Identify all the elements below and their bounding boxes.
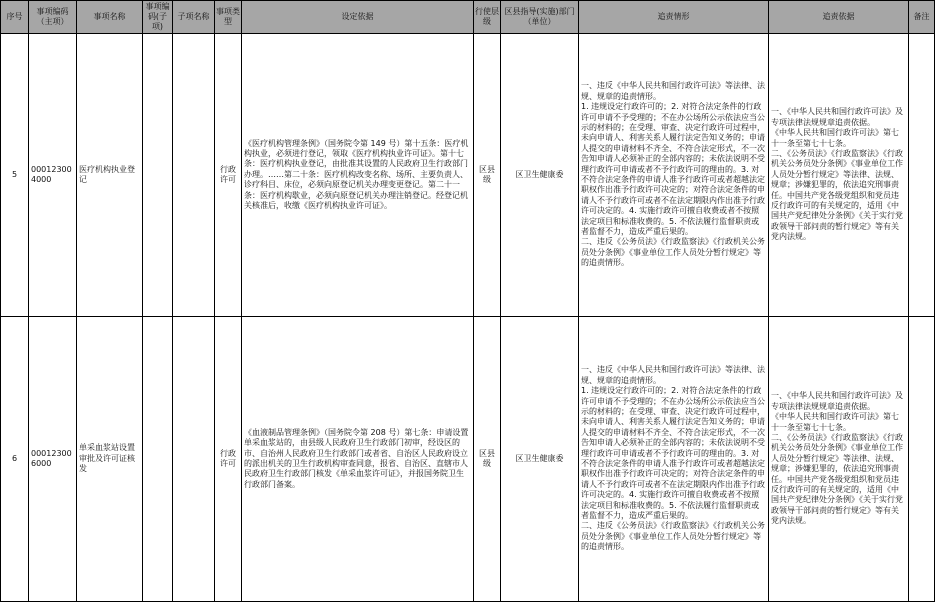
cell-accountability xyxy=(579,34,769,317)
header-basis: 设定依据 xyxy=(242,1,474,34)
header-dept: 区县指导(实施)部门（单位） xyxy=(501,1,579,34)
cell-type: 行政许可 xyxy=(215,317,242,602)
accountability-line: 一、违反《中华人民共和国行政许可法》等法律、法规、规章的追责情形。 xyxy=(581,365,765,385)
cell-type: 行政许可 xyxy=(215,34,242,317)
header-seq: 序号 xyxy=(1,1,29,34)
cell-acc-basis xyxy=(769,317,909,602)
cell-dept: 区卫生健康委 xyxy=(501,317,579,602)
acc-basis-line: 一、《中华人民共和国行政许可法》及专项法律法规规章追责依据。 xyxy=(771,107,903,127)
table-row xyxy=(1,317,935,602)
acc-basis-line: 二、《公务员法》《行政监察法》《行政机关公务员处分条例》《事业单位工作人员处分暂行规定》等法律、法规、规章；涉嫌犯罪的，依法追究刑事责任。中国共产党各级党组织和党员违反行政许可的有关规定的，适用《中国共产党纪律处分条例》《关于实行党政领导干部问责的暂行规定》等有关党内法规。 xyxy=(771,432,903,526)
cell-name: 医疗机构执业登记 xyxy=(77,34,143,317)
cell-acc-basis xyxy=(769,34,909,317)
cell-remark xyxy=(909,34,935,317)
header-main-code: 事项编码（主项） xyxy=(29,1,77,34)
acc-basis-line: 《中华人民共和国行政许可法》第七十一条至第七十七条。 xyxy=(771,412,899,432)
header-acc-basis: 追责依据 xyxy=(769,1,909,34)
cell-name: 单采血浆站设置审批及许可证核发 xyxy=(77,317,143,602)
header-name: 事项名称 xyxy=(77,1,143,34)
cell-main-code: 000123006000 xyxy=(29,317,77,602)
acc-basis-line: 《中华人民共和国行政许可法》第七十一条至第七十七条。 xyxy=(771,128,899,148)
accountability-line: 1. 违规设定行政许可的；2. 对符合法定条件的行政许可申请不予受理的；不在办公场所公示依法应当公示的材料的；在受理、审查、决定行政许可过程中，未向申请人、利害关系人履行法定告知义务的；申请人提交的申请材料不齐全、不符合法定形式，不一次告知申请人必须补正的全部内容的；未依法说明不受理行政许可申请或者不予行政许可的理由的。3. 对不符合法定条件的申请人准予行政许可或者超越法定职权作出准予行政许可决定的；对符合法定条件的申请人不予行政许可或者不在法定期限内作出准予行政许可决定的。4. 实施行政许可擅自收费或者不按照法定项目和标准收费的。5. 不依法履行监督职责或者监督不力，造成严重后果的。 xyxy=(581,386,765,521)
accountability-line: 一、违反《中华人民共和国行政许可法》等法律、法规、规章的追责情形。 xyxy=(581,81,765,101)
cell-main-code: 000123004000 xyxy=(29,34,77,317)
header-row xyxy=(1,1,935,34)
cell-remark xyxy=(909,317,935,602)
cell-basis: 《血液制品管理条例》（国务院令第 208 号）第七条：申请设置单采血浆站的，由县级人民政府卫生行政部门初审，经设区的市、自治州人民政府卫生行政部门或者省、自治区人民政府设立的派出机关的卫生行政机构审查同意，报省、自治区、直辖市人民政府卫生行政部门核发《单采血浆许可证》，并报国务院卫生行政部门备案。 xyxy=(242,317,474,602)
cell-accountability xyxy=(579,317,769,602)
cell-sub-name xyxy=(173,34,215,317)
cell-sub-code xyxy=(143,317,173,602)
header-sub-name: 子项名称 xyxy=(173,1,215,34)
header-type: 事项类型 xyxy=(215,1,242,34)
cell-level: 区县级 xyxy=(474,34,501,317)
table-row xyxy=(1,34,935,317)
acc-basis-line: 二、《公务员法》《行政监察法》《行政机关公务员处分条例》《事业单位工作人员处分暂行规定》等法律、法规、规章；涉嫌犯罪的，依法追究刑事责任。中国共产党各级党组织和党员违反行政许可的有关规定的，适用《中国共产党纪律处分条例》《关于实行党政领导干部问责的暂行规定》等有关党内法规。 xyxy=(771,148,903,242)
header-remark: 备注 xyxy=(909,1,935,34)
accountability-line: 二、违反《公务员法》《行政监察法》《行政机关公务员处分条例》《事业单位工作人员处分暂行规定》等的追责情形。 xyxy=(581,237,765,268)
cell-level: 区县级 xyxy=(474,317,501,602)
header-level: 行使层级 xyxy=(474,1,501,34)
acc-basis-line: 一、《中华人民共和国行政许可法》及专项法律法规规章追责依据。 xyxy=(771,391,903,411)
cell-dept: 区卫生健康委 xyxy=(501,34,579,317)
header-accountability: 追责情形 xyxy=(579,1,769,34)
cell-basis: 《医疗机构管理条例》（国务院令第 149 号）第十五条：医疗机构执业，必须进行登记，领取《医疗机构执业许可证》。第十七条：医疗机构执业登记，由批准其设置的人民政府卫生行政部门办理。……第二十条：医疗机构改变名称、场所、主要负责人、诊疗科目、床位，必须向原登记机关办理变更登记。第二十一条：医疗机构歇业，必须向原登记机关办理注销登记。经登记机关核准后，收缴《医疗机构执业许可证》。 xyxy=(242,34,474,317)
accountability-line: 二、违反《公务员法》《行政监察法》《行政机关公务员处分条例》《事业单位工作人员处分暂行规定》等的追责情形。 xyxy=(581,521,765,552)
cell-sub-name xyxy=(173,317,215,602)
cell-seq: 5 xyxy=(1,34,29,317)
header-sub-code: 事项编码(子项) xyxy=(143,1,173,34)
cell-sub-code xyxy=(143,34,173,317)
cell-seq: 6 xyxy=(1,317,29,602)
accountability-line: 1. 违规设定行政许可的；2. 对符合法定条件的行政许可申请不予受理的；不在办公场所公示依法应当公示的材料的；在受理、审查、决定行政许可过程中，未向申请人、利害关系人履行法定告知义务的；申请人提交的申请材料不齐全、不符合法定形式，不一次告知申请人必须补正的全部内容的；未依法说明不受理行政许可申请或者不予行政许可的理由的。3. 对不符合法定条件的申请人准予行政许可或者超越法定职权作出准予行政许可决定的；对符合法定条件的申请人不予行政许可或者不在法定期限内作出准予行政许可决定的。4. 实施行政许可擅自收费或者不按照法定项目和标准收费的。5. 不依法履行监督职责或者监督不力，造成严重后果的。 xyxy=(581,102,765,237)
